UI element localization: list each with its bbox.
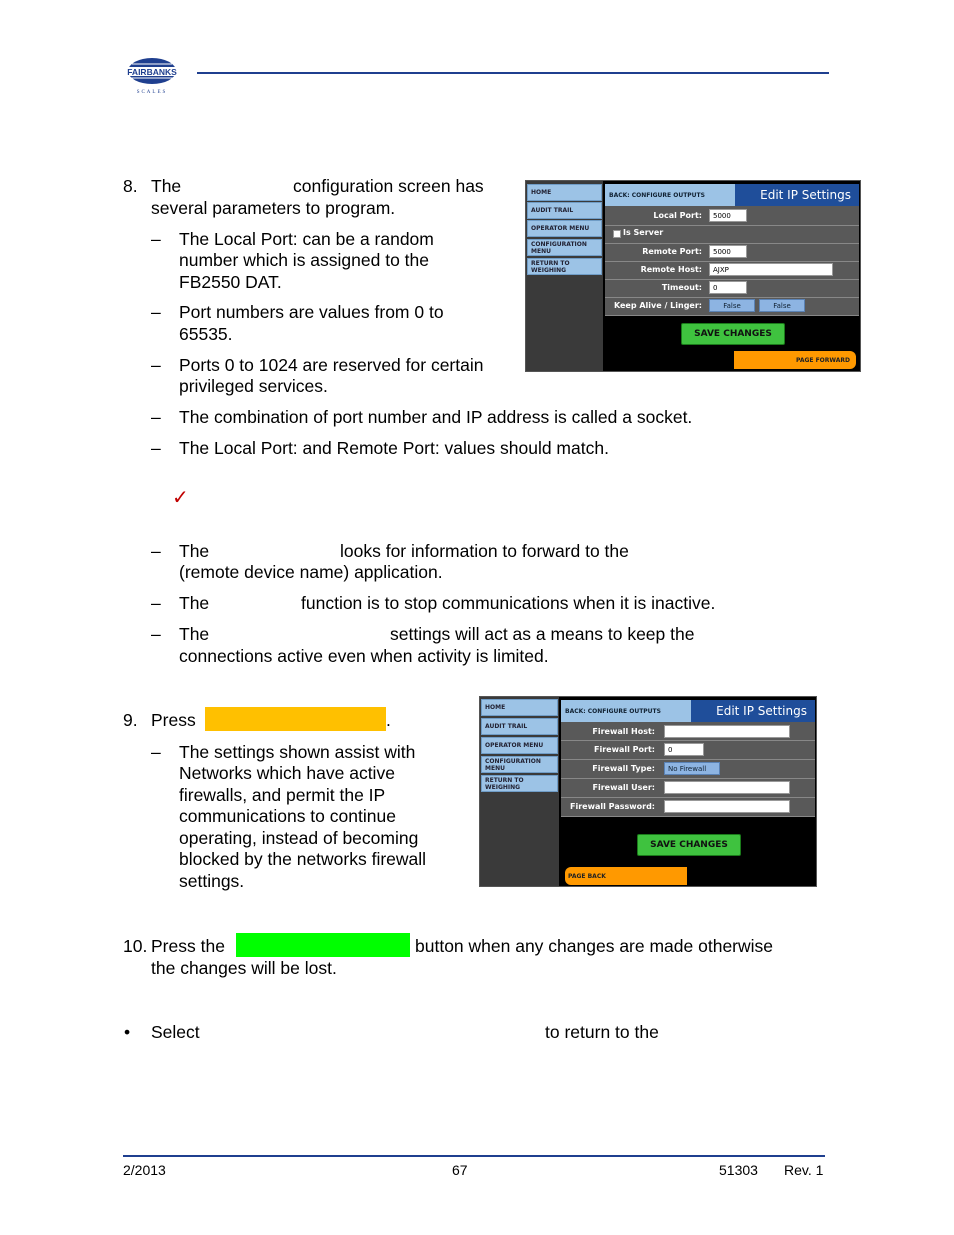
screen-title: Edit IP Settings [691,700,815,722]
firewall-host-label: Firewall Host: [592,727,655,736]
step9-press: Press [151,710,196,730]
note-text-b: settings will act as a means to keep the [390,624,695,644]
menu-configuration-button[interactable]: CONFIGURATION MENU [481,756,558,773]
edit-ip-settings-screenshot-2 [479,696,817,887]
bullet-text: number which is assigned to the [179,250,429,270]
bullet-text: FB2550 DAT. [179,272,282,292]
note-text-a: The [179,624,210,644]
firewall-port-label: Firewall Port: [594,745,655,754]
step8-text-line2: several parameters to program. [151,198,396,218]
step9-text: The settings shown assist with [179,742,416,762]
menu-operator-button[interactable]: OPERATOR MENU [527,220,602,237]
save-changes-button[interactable]: SAVE CHANGES [681,323,785,345]
step9-text: communications to continue [179,806,396,826]
firewall-type-select[interactable]: No Firewall [664,762,720,775]
bullet-text: privileged services. [179,376,328,396]
step9-period: . [386,710,391,730]
page-forward-highlight [205,707,386,731]
menu-operator-button[interactable]: OPERATOR MENU [481,737,558,754]
menu-home-button[interactable]: HOME [527,184,602,201]
back-configure-outputs-button[interactable]: BACK: CONFIGURE OUTPUTS [561,700,691,722]
local-port-label: Local Port: [653,211,702,220]
note-text-b: looks for information to forward to the [340,541,629,561]
step9-text: settings. [179,871,245,891]
firewall-user-field[interactable] [664,781,790,794]
bullet-text: Ports 0 to 1024 are reserved for certain [179,355,484,375]
firewall-password-label: Firewall Password: [570,802,655,811]
checkmark-icon: ✓ [172,485,189,509]
edit-ip-settings-screenshot-1 [525,180,861,372]
note-dash: – [151,593,161,613]
screen-title: Edit IP Settings [735,184,859,206]
linger-select[interactable]: False [759,299,805,312]
remote-port-label: Remote Port: [642,247,702,256]
firewall-user-label: Firewall User: [592,783,655,792]
firewall-port-field[interactable]: 0 [664,743,704,756]
step9-text: firewalls, and permit the IP [179,785,386,805]
bullet-dash: – [151,438,161,458]
header-rule [197,72,829,74]
remote-host-label: Remote Host: [640,265,702,274]
keep-alive-select[interactable]: False [709,299,755,312]
footer-revision: Rev. 1 [784,1162,824,1178]
select-bullet: • [124,1022,131,1042]
note-text-a: The [179,541,210,561]
note-text-c: (remote device name) application. [179,562,443,582]
is-server-checkbox[interactable] [613,230,621,238]
bullet-dash: – [151,302,161,322]
step9-text: Networks which have active [179,763,395,783]
step9-text: blocked by the networks firewall [179,849,427,869]
bullet-dash: – [151,407,161,427]
step10-text-a: Press the [151,936,225,956]
footer-rule [123,1155,825,1157]
step9-text: operating, instead of becoming [179,828,419,848]
step8-text-a: The [151,176,182,196]
step10-number: 10. [123,936,148,956]
fairbanks-logo [122,56,182,98]
bullet-text: The Local Port: and Remote Port: values should match. [179,438,609,458]
menu-audit-trail-button[interactable]: AUDIT TRAIL [527,202,602,219]
bullet-text: Port numbers are values from 0 to [179,302,444,322]
bullet-text: 65535. [179,324,233,344]
step8-text-b: configuration screen has [293,176,484,196]
note-text-a: The [179,593,210,613]
note-dash: – [151,541,161,561]
select-text-b: to return to the [545,1022,659,1042]
timeout-label: Timeout: [661,283,702,292]
back-configure-outputs-button[interactable]: BACK: CONFIGURE OUTPUTS [605,184,735,206]
timeout-field[interactable]: 0 [709,281,747,294]
menu-configuration-button[interactable]: CONFIGURATION MENU [527,239,602,256]
step10-text-b: button when any changes are made otherwise [415,936,774,956]
remote-host-field[interactable]: AJXP [709,263,833,276]
save-changes-button[interactable]: SAVE CHANGES [637,834,741,856]
logo-sub: SCALES [136,90,168,95]
local-port-field[interactable]: 5000 [709,209,747,222]
note-text-c: connections active even when activity is limited. [179,646,549,666]
page-forward-button[interactable]: PAGE FORWARD [734,351,856,369]
footer-page-number: 67 [452,1162,468,1178]
keep-alive-label: Keep Alive / Linger: [613,301,702,310]
save-changes-highlight [236,933,410,957]
menu-return-weighing-button[interactable]: RETURN TO WEIGHING [481,775,558,792]
firewall-password-field[interactable] [664,800,790,813]
firewall-type-label: Firewall Type: [592,764,655,773]
firewall-host-field[interactable] [664,725,790,738]
step8-number: 8. [123,176,138,196]
footer-doc-number: 51303 [719,1162,758,1178]
bullet-dash: – [151,229,161,249]
menu-home-button[interactable]: HOME [481,699,558,716]
step9-number: 9. [123,710,138,730]
menu-return-weighing-button[interactable]: RETURN TO WEIGHING [527,258,602,275]
logo-text: FAIRBANKS [127,67,177,77]
page-back-button[interactable]: PAGE BACK [565,867,687,885]
footer-date: 2/2013 [123,1162,166,1178]
menu-audit-trail-button[interactable]: AUDIT TRAIL [481,718,558,735]
select-text-a: Select [151,1022,200,1042]
step10-line2: the changes will be lost. [151,958,337,978]
step9-dash: – [151,742,161,762]
is-server-label: Is Server [623,228,664,237]
note-text-b: function is to stop communications when it is inactive. [301,593,716,613]
note-dash: – [151,624,161,644]
bullet-text: The Local Port: can be a random [179,229,434,249]
bullet-dash: – [151,355,161,375]
bullet-text: The combination of port number and IP address is called a socket. [179,407,693,427]
remote-port-field[interactable]: 5000 [709,245,747,258]
